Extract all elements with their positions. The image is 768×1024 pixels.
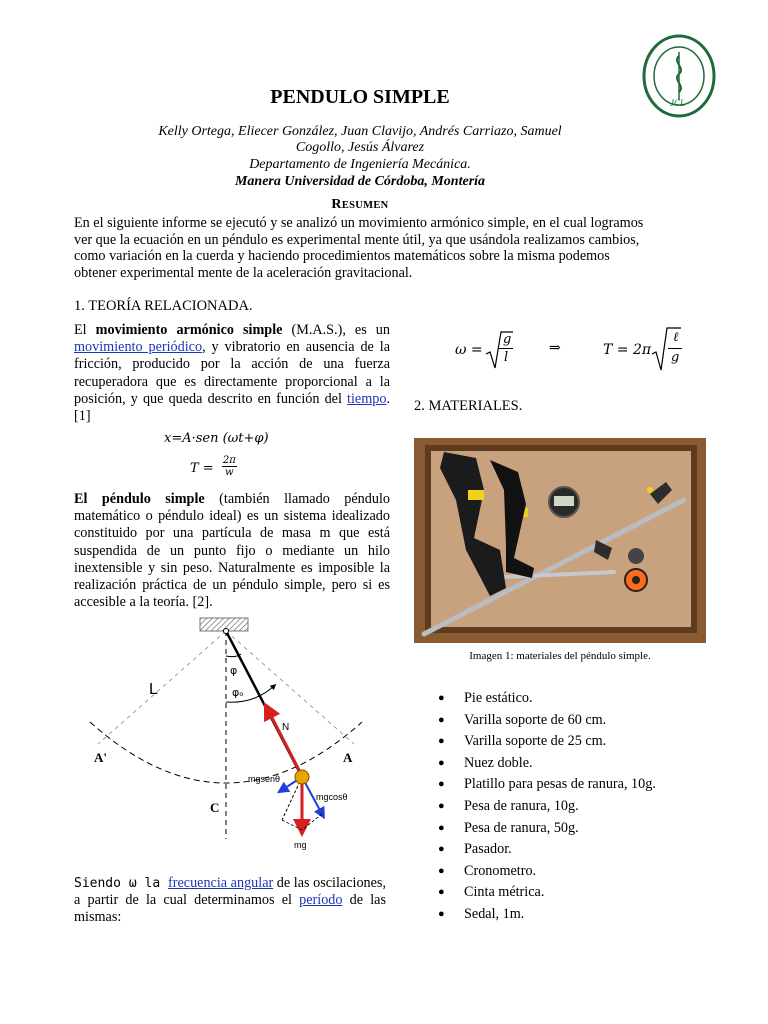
pendulum-formula: ω = g l ⇒ T = 2π ℓ g <box>455 326 690 376</box>
label-A-right: A <box>343 750 353 765</box>
list-item: ● Varilla soporte de 60 cm. <box>438 710 728 732</box>
label-mgcos: mgcosθ <box>316 792 348 802</box>
section-1-heading: 1. TEORÍA RELACIONADA. <box>74 298 253 314</box>
label-mgsen: mgsenθ <box>248 774 281 784</box>
authors-line-2: Cogollo, Jesús Álvarez <box>295 140 425 155</box>
list-item: ● Pasador. <box>438 839 728 861</box>
label-C: C <box>210 800 220 815</box>
link-tiempo[interactable]: tiempo <box>347 390 387 407</box>
list-item: ● Pesa de ranura, 50g. <box>438 818 728 840</box>
department: Departamento de Ingeniería Mecánica. <box>249 157 471 172</box>
abstract-text: En el siguiente informe se ejecutó y se analizó un movimiento armónico simple, en el cual logramos ver que la ecuación en un péndulo es experimental mente útil, ya que usándola realizamos cambios, como variación en la cuerda y haciendo procedimientos matemáticos sobre la misma podemos obtener experimental mente de la aceleración gravitacional. <box>74 215 644 281</box>
right-extreme-string <box>226 631 354 744</box>
link-frecuencia-angular[interactable]: frecuencia angular <box>168 875 274 891</box>
list-item: ● Nuez doble. <box>438 753 728 775</box>
tension-vector <box>268 710 300 772</box>
left-extreme-string <box>98 631 226 744</box>
list-item: ● Platillo para pesas de ranura, 10g. <box>438 774 728 796</box>
label-mg: mg <box>294 840 307 850</box>
frequency-paragraph: Siendo ω la frecuencia angular de las oscilaciones, a partir de la cual determinamos el período de las mismas: <box>74 875 386 926</box>
authors-line-1: Kelly Ortega, Eliecer González, Juan Clavijo, Andrés Carriazo, Samuel <box>158 124 562 139</box>
photo-caption: Imagen 1: materiales del péndulo simple. <box>469 650 651 662</box>
label-phi0: φₒ <box>232 686 244 699</box>
label-N: N <box>282 722 290 733</box>
label-A-left: A' <box>94 750 107 765</box>
equation-position: x=A·sen (ωt+φ) <box>164 431 269 446</box>
svg-text:JCL: JCL <box>670 98 686 108</box>
label-phi: φ <box>230 664 238 677</box>
list-item: ● Cronometro. <box>438 861 728 883</box>
equation-period: T = $\frac{2\pi}{w}$ <box>190 455 236 478</box>
pivot-point <box>224 629 229 634</box>
paper-title: PENDULO SIMPLE <box>270 86 450 108</box>
materials-photo <box>414 438 706 643</box>
list-item: ● Varilla soporte de 25 cm. <box>438 731 728 753</box>
pendulum-mass <box>295 770 309 784</box>
list-item: ● Sedal, 1m. <box>438 904 728 926</box>
list-item: ● Cinta métrica. <box>438 882 728 904</box>
link-periodo[interactable]: período <box>299 892 343 909</box>
pendulum-paragraph: El péndulo simple (también llamado péndulo matemático o péndulo ideal) es un sistema idealizado constituido por una partícula de masa m que está suspendida de un punto fijo o mediante un hilo inextensible y sin peso. Naturalmente es imposible la realización práctica de un péndulo simple, pero si es accesible a la teoría. [2]. <box>74 491 390 611</box>
link-movimiento-periodico[interactable]: movimiento periódico <box>74 339 203 356</box>
materials-list <box>438 688 728 926</box>
list-item: ● Pie estático. <box>438 688 728 710</box>
mas-paragraph: El movimiento armónico simple (M.A.S.), es un movimiento periódico, y vibratorio en ausencia de la fricción, producido por la acción de una fuerza recuperadora que es directamente proporcional a la posición, y que queda descrito en función del tiempo. [1] <box>74 322 390 425</box>
label-L: L <box>149 681 158 698</box>
section-2-heading: 2. MATERIALES. <box>414 398 523 414</box>
abstract-heading: RESUMEN <box>331 197 389 212</box>
university: Manera Universidad de Córdoba, Montería <box>234 174 486 189</box>
list-item: ● Pesa de ranura, 10g. <box>438 796 728 818</box>
pendulum-diagram <box>86 614 386 859</box>
